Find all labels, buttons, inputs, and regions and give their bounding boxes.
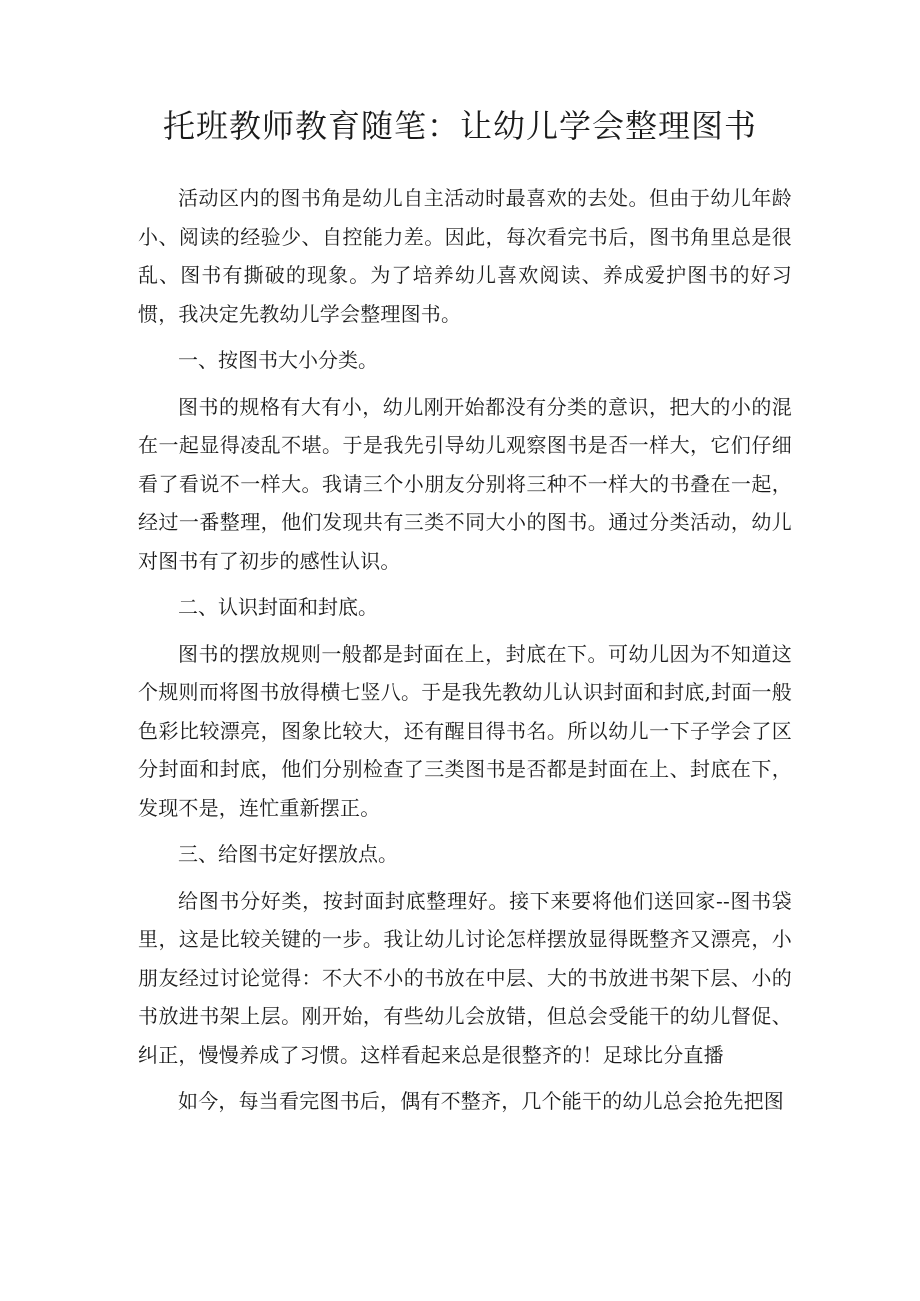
document-title: 托班教师教育随笔：让幼儿学会整理图书 [162, 107, 757, 145]
section-3-paragraph: 给图书分好类，按封面封底整理好。接下来要将他们送回家--图书袋里，这是比较关键的一步。我让幼儿讨论怎样摆放显得既整齐又漂亮，小朋友经过讨论觉得：不大不小的书放在中层、大的书放进书架下层、小的书放进书架上层。刚开始，有些幼儿会放错，但总会受能干的幼儿督促、纠正，慢慢养成了习惯。这样看起来总是很整齐的！足球比分直播 [138, 888, 792, 1067]
closing-paragraph: 如今，每当看完图书后，偶有不整齐，几个能干的幼儿总会抢先把图 [178, 1089, 784, 1113]
intro-paragraph: 活动区内的图书角是幼儿自主活动时最喜欢的去处。但由于幼儿年龄小、阅读的经验少、自控能力差。因此，每次看完书后，图书角里总是很乱、图书有撕破的现象。为了培养幼儿喜欢阅读、养成爱护图书的好习惯，我决定先教幼儿学会整理图书。 [138, 186, 792, 326]
section-heading-3: 三、给图书定好摆放点。 [178, 842, 398, 866]
section-heading-2: 二、认识封面和封底。 [178, 595, 378, 619]
document-body [138, 179, 792, 1129]
section-2-paragraph: 图书的摆放规则一般都是封面在上，封底在下。可幼儿因为不知道这个规则而将图书放得横七竖八。于是我先教幼儿认识封面和封底,封面一般色彩比较漂亮，图象比较大，还有醒目得书名。所以幼儿一下子学会了区分封面和封底，他们分别检查了三类图书是否都是封面在上、封底在下，发现不是，连忙重新摆正。 [138, 641, 792, 820]
section-heading-1: 一、按图书大小分类。 [178, 348, 378, 372]
section-1-paragraph: 图书的规格有大有小，幼儿刚开始都没有分类的意识，把大的小的混在一起显得凌乱不堪。于是我先引导幼儿观察图书是否一样大，它们仔细看了看说不一样大。我请三个小朋友分别将三种不一样大的书叠在一起，经过一番整理，他们发现共有三类不同大小的图书。通过分类活动，幼儿对图书有了初步的感性认识。 [138, 394, 792, 573]
